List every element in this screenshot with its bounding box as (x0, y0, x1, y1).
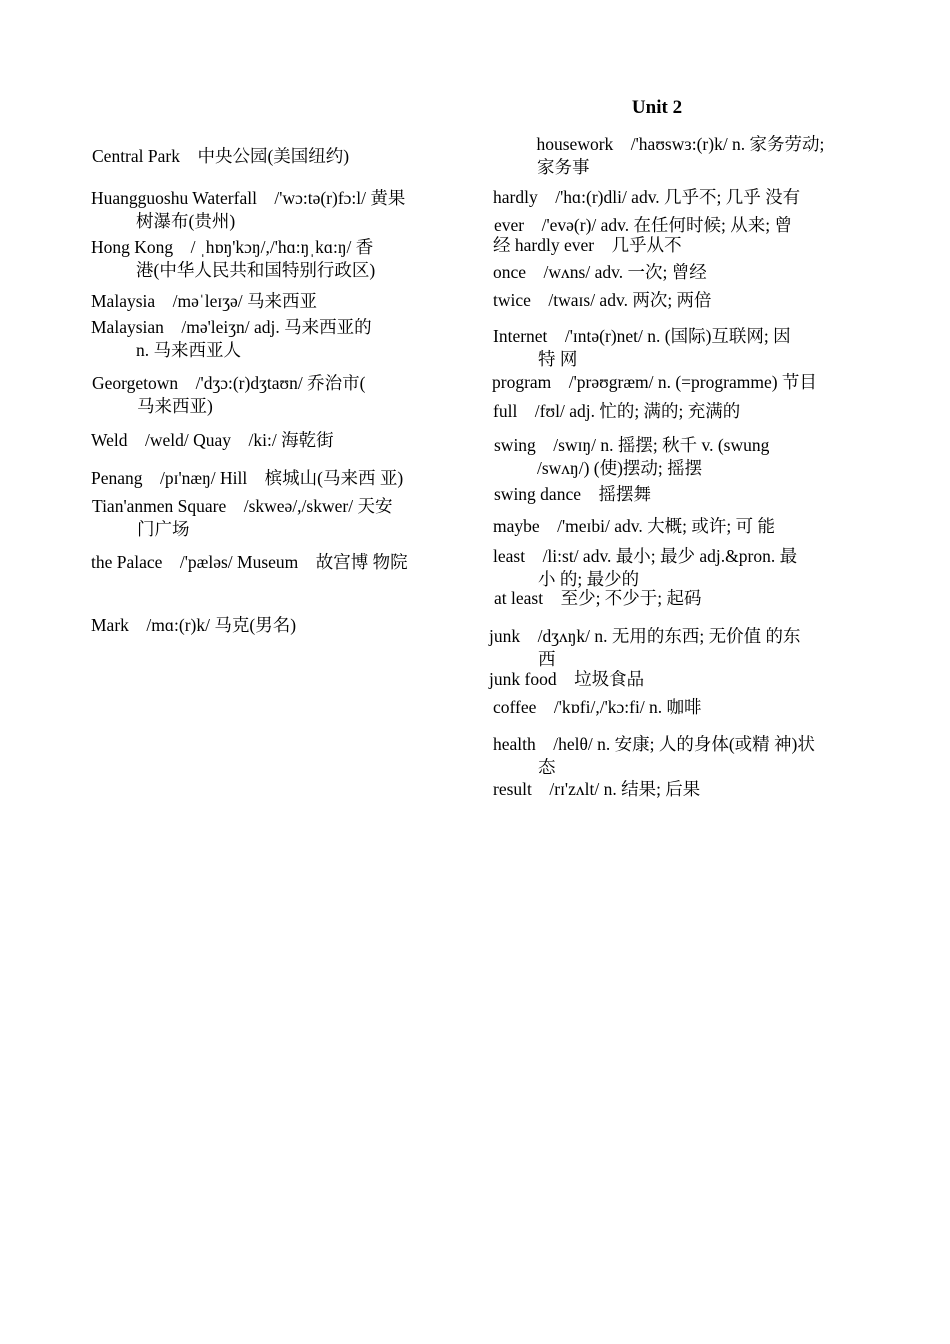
vocab-entry (494, 483, 651, 506)
entry-line: junk food 垃圾食品 (489, 669, 645, 689)
entry-line: ever /'evə(r)/ adv. 在任何时候; 从来; 曾 (494, 215, 792, 235)
vocab-entry (493, 400, 740, 423)
entry-continuation: 小 的; 最少的 (538, 569, 640, 589)
vocab-entry (493, 261, 707, 284)
vocab-entry (493, 325, 791, 371)
entry-line: Central Park 中央公园(美国纽约) (92, 146, 350, 166)
vocab-entry (92, 495, 392, 541)
vocab-entry (494, 587, 702, 610)
vocab-entry (91, 316, 372, 362)
vocab-entry (493, 733, 815, 779)
vocab-entry (489, 625, 801, 671)
entry-line: Malaysia /məˈleɪʒə/ 马来西亚 (91, 291, 317, 311)
vocab-entry (489, 668, 644, 691)
entry-line: health /helθ/ n. 安康; 人的身体(或精 神)状 (493, 734, 815, 754)
entry-continuation: 门广场 (137, 519, 190, 539)
unit-title: Unit 2 (631, 97, 683, 118)
entry-continuation: 特 网 (538, 349, 578, 369)
entry-line: 经 hardly ever 几乎从不 (493, 235, 682, 255)
entry-line: full /fʊl/ adj. 忙的; 满的; 充满的 (493, 401, 741, 421)
vocab-entry (91, 551, 408, 574)
entry-line: the Palace /'pæləs/ Museum 故宫博 物院 (91, 552, 408, 572)
entry-line: Malaysian /mə'leiʒn/ adj. 马来西亚的 (91, 317, 372, 337)
vocab-entry (493, 545, 797, 591)
entry-line: hardly /'hɑ:(r)dli/ adv. 几乎不; 几乎 没有 (493, 187, 801, 207)
vocab-entry (91, 290, 317, 313)
vocab-entry (91, 614, 296, 637)
entry-line: least /li:st/ adv. 最小; 最少 adj.&pron. 最 (493, 546, 798, 566)
entry-continuation: n. 马来西亚人 (136, 340, 241, 360)
entry-line: result /rɪ'zʌlt/ n. 结果; 后果 (493, 779, 701, 799)
vocab-entry (91, 467, 403, 490)
vocab-entry (519, 133, 824, 179)
entry-line: housework /'haʊswɜ:(r)k/ n. 家务劳动; (519, 134, 825, 154)
entry-continuation: 马来西亚) (137, 396, 213, 416)
entry-line: Huangguoshu Waterfall /'wɔ:tə(r)fɔ:l/ 黄果 (91, 188, 406, 208)
entry-line: maybe /'meɪbi/ adv. 大概; 或许; 可 能 (493, 516, 775, 536)
entry-line: Mark /mɑ:(r)k/ 马克(男名) (91, 615, 297, 635)
vocab-entry (91, 236, 375, 282)
entry-continuation: 港(中华人民共和国特别行政区) (136, 260, 376, 280)
vocab-entry (493, 515, 775, 538)
entry-line: program /'prəʊgræm/ n. (=programme) 节目 (492, 372, 817, 392)
entry-line: at least 至少; 不少于; 起码 (494, 588, 702, 608)
entry-line: coffee /'kɒfi/,/'kɔ:fi/ n. 咖啡 (493, 697, 702, 717)
entry-continuation: 态 (538, 757, 556, 777)
vocab-entry (92, 372, 365, 418)
vocab-entry (91, 429, 334, 452)
entry-line: Tian'anmen Square /skweə/,/skwer/ 天安 (92, 496, 393, 516)
entry-line: Penang /pɪ'næŋ/ Hill 槟城山(马来西 亚) (91, 468, 404, 488)
vocab-entry (493, 696, 702, 719)
vocab-entry (493, 186, 800, 209)
entry-line: Georgetown /'dʒɔ:(r)dʒtaʊn/ 乔治市( (92, 373, 366, 393)
entry-line: Internet /'ɪntə(r)net/ n. (国际)互联网; 因 (493, 326, 791, 346)
vocab-entry (492, 371, 817, 394)
vocab-entry (494, 434, 769, 480)
vocab-entry (92, 145, 349, 168)
entry-continuation: 家务事 (537, 157, 590, 177)
vocab-entry (493, 289, 712, 312)
entry-line: once /wʌns/ adv. 一次; 曾经 (493, 262, 707, 282)
entry-continuation: 西 (538, 649, 556, 669)
vocab-entry (493, 234, 682, 257)
entry-line: Hong Kong / ˌhɒŋ'kɔŋ/,/'hɑ:ŋˌkɑ:ŋ/ 香 (91, 237, 374, 257)
vocab-entry (493, 778, 700, 801)
entry-continuation: /swʌŋ/) (使)摆动; 摇摆 (537, 458, 703, 478)
vocab-entry (91, 187, 405, 233)
entry-line: swing dance 摇摆舞 (494, 484, 651, 504)
entry-line: twice /twaɪs/ adv. 两次; 两倍 (493, 290, 712, 310)
entry-line: Weld /weld/ Quay /ki:/ 海乾街 (91, 430, 334, 450)
entry-continuation: 树瀑布(贵州) (136, 211, 236, 231)
entry-line: junk /dʒʌŋk/ n. 无用的东西; 无价值 的东 (489, 626, 801, 646)
entry-line: swing /swɪŋ/ n. 摇摆; 秋千 v. (swung (494, 435, 770, 455)
